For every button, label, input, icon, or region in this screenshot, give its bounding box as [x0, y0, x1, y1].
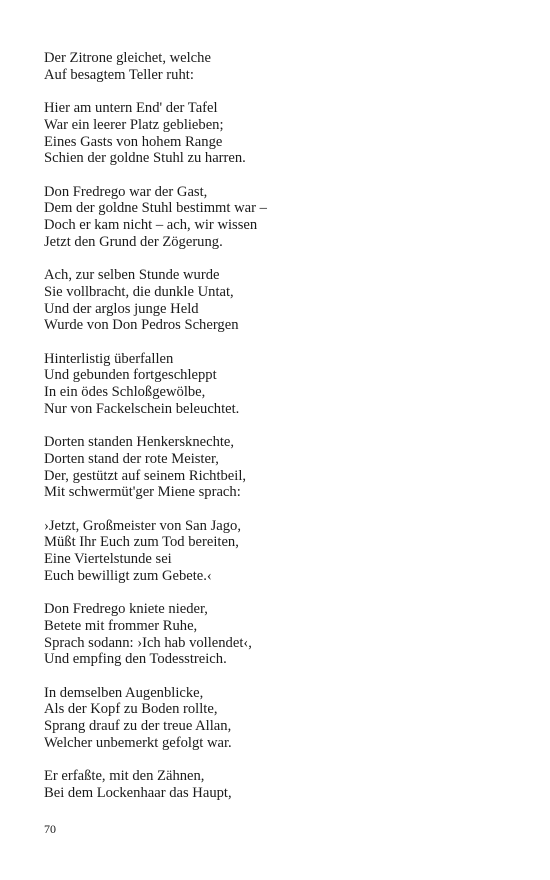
verse-line: Hinterlistig überfallen [44, 350, 174, 367]
verse-line: Müßt Ihr Euch zum Tod bereiten, [44, 534, 239, 551]
stanza [44, 601, 504, 668]
stanza [44, 267, 504, 334]
verse-line: In demselben Augenblicke, [44, 684, 204, 701]
stanza [44, 50, 504, 83]
verse-line: Der, gestützt auf seinem Richtbeil, [44, 467, 247, 484]
verse-line: Als der Kopf zu Boden rollte, [44, 701, 218, 718]
verse-line: Mit schwermüt'ger Miene sprach: [44, 484, 241, 501]
verse-line: Welcher unbemerkt gefolgt war. [44, 734, 232, 751]
verse-line: Der Zitrone gleichet, welche [44, 50, 211, 66]
verse-line: Dorten stand der rote Meister, [44, 450, 219, 467]
verse-line: Auf besagtem Teller ruht: [44, 66, 194, 83]
verse-line: Sie vollbracht, die dunkle Untat, [44, 283, 234, 300]
verse-line: Hier am untern End' der Tafel [44, 100, 218, 117]
poem-text [44, 50, 504, 802]
verse-line: Don Fredrego war der Gast, [44, 183, 208, 200]
verse-line: Und empfing den Todesstreich. [44, 651, 227, 668]
verse-line: Nur von Fackelschein beleuchtet. [44, 400, 240, 417]
verse-line: Betete mit frommer Ruhe, [44, 617, 198, 634]
verse-line: Bei dem Lockenhaar das Haupt, [44, 784, 232, 801]
verse-line: Doch er kam nicht – ach, wir wissen [44, 217, 258, 233]
stanza [44, 351, 504, 418]
verse-line: ›Jetzt, Großmeister von San Jago, [44, 517, 241, 534]
verse-line: Dem der goldne Stuhl bestimmt war – [44, 200, 267, 217]
verse-line: Eines Gasts von hohem Range [44, 133, 223, 150]
stanza [44, 768, 504, 801]
stanza [44, 518, 504, 585]
verse-line: Und gebunden fortgeschleppt [44, 367, 217, 384]
verse-line: Schien der goldne Stuhl zu harren. [44, 150, 246, 167]
verse-line: Eine Viertelstunde sei [44, 551, 172, 567]
verse-line: In ein ödes Schloßgewölbe, [44, 384, 206, 400]
verse-line: Euch bewilligt zum Gebete.‹ [44, 567, 212, 584]
page-number: 70 [44, 822, 56, 836]
stanza [44, 434, 504, 501]
stanza [44, 184, 504, 251]
verse-line: Und der arglos junge Held [44, 300, 199, 317]
verse-line: Dorten standen Henkersknechte, [44, 434, 235, 451]
verse-line: Don Fredrego kniete nieder, [44, 601, 208, 618]
verse-line: War ein leerer Platz geblieben; [44, 116, 224, 133]
stanza [44, 100, 504, 167]
verse-line: Ach, zur selben Stunde wurde [44, 267, 220, 284]
verse-line: Sprach sodann: ›Ich hab vollendet‹, [44, 634, 252, 651]
stanza [44, 685, 504, 752]
verse-line: Sprang drauf zu der treue Allan, [44, 718, 232, 734]
verse-line: Jetzt den Grund der Zögerung. [44, 233, 223, 250]
verse-line: Wurde von Don Pedros Schergen [44, 317, 239, 334]
verse-line: Er erfaßte, mit den Zähnen, [44, 768, 205, 785]
